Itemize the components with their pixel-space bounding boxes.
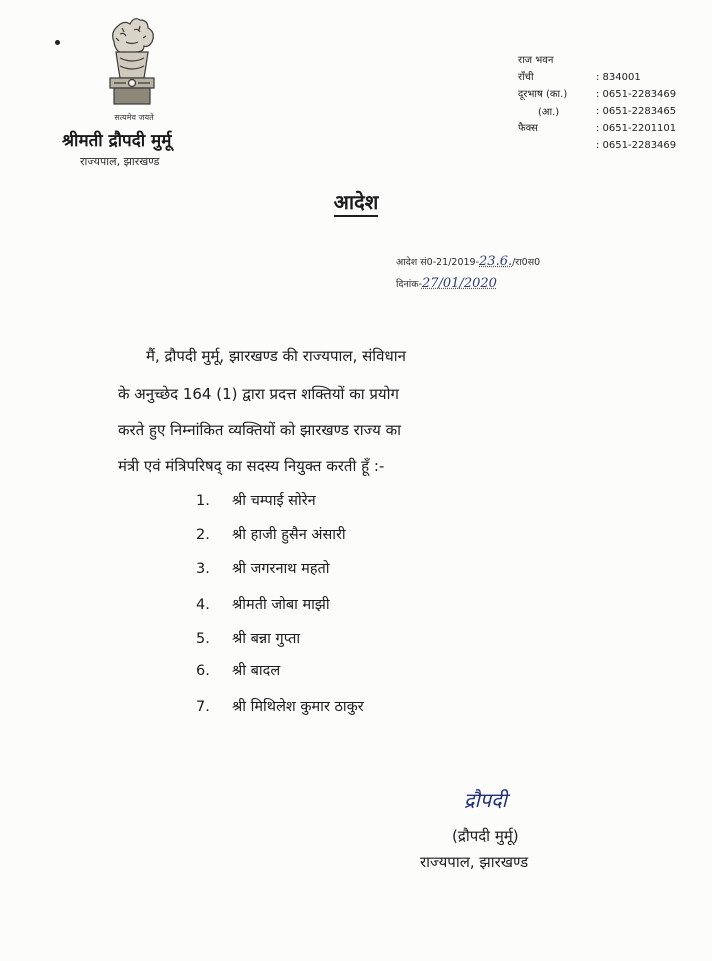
signatory-name: (द्रौपदी मुर्मू) (452, 827, 519, 845)
governor-name: श्रीमती द्रौपदी मुर्मू (62, 131, 172, 151)
list-item: 2. श्री हाजी हुसैन अंसारी (196, 527, 346, 543)
list-item: 1. श्री चम्पाई सोरेन (196, 493, 316, 509)
list-item: 4. श्रीमती जोबा माझी (196, 597, 330, 613)
address-phone-office: : 0651-2283469 (596, 89, 677, 100)
governor-title: राज्यपाल, झारखण्ड (80, 155, 160, 168)
body-line-3: करते हुए निम्नांकित व्यक्तियों को झारखण्ड राज्य का (118, 421, 402, 439)
address-values (596, 69, 676, 154)
emblem-motto: सत्यमेव जयते (114, 113, 154, 122)
address-fax-1: : 0651-2201101 (596, 123, 677, 134)
address-phone-res: : 0651-2283465 (596, 106, 677, 117)
list-item: 7. श्री मिथिलेश कुमार ठाकुर (196, 699, 364, 715)
address-phone-label: दूरभाष (का.) (518, 89, 568, 100)
national-emblem-icon (100, 12, 164, 122)
order-ref-prefix: आदेश सं0-21/2019- (396, 257, 480, 268)
address-fax-label: फैक्स (518, 123, 538, 134)
body-line-1: मैं, द्रौपदी मुर्मू, झारखण्ड की राज्यपाल, संविधान (146, 347, 406, 365)
order-ref-number: 23.6. (479, 254, 513, 269)
order-date-value: 27/01/2020 (421, 276, 497, 291)
address-place: राज भवन (518, 55, 554, 66)
order-ref-suffix: /रा0स0 (512, 257, 541, 268)
handwritten-signature: द्रौपदी (464, 788, 507, 812)
order-date (396, 276, 497, 291)
list-item: 5. श्री बन्ना गुप्ता (196, 631, 301, 647)
order-date-prefix: दिनांक- (396, 279, 422, 290)
address-labels (518, 52, 567, 137)
list-item: 3. श्री जगरनाथ महतो (196, 561, 330, 577)
order-reference (396, 254, 540, 269)
address-city: राँची (518, 72, 534, 83)
ink-dot (55, 40, 60, 45)
list-item: 6. श्री बादल (196, 663, 281, 679)
address-phone-res-label: (आ.) (538, 107, 560, 118)
signatory-title: राज्यपाल, झारखण्ड (420, 853, 529, 871)
body-line-2: के अनुच्छेद 164 (1) द्वारा प्रदत्त शक्तियों का प्रयोग (118, 385, 399, 403)
address-pin: : 834001 (596, 72, 641, 83)
body-line-4: मंत्री एवं मंत्रिपरिषद् का सदस्य नियुक्त करती हूँ :- (118, 457, 385, 475)
order-heading (0, 188, 712, 215)
address-fax-2: : 0651-2283469 (596, 140, 677, 151)
order-heading-text: आदेश (334, 190, 379, 217)
